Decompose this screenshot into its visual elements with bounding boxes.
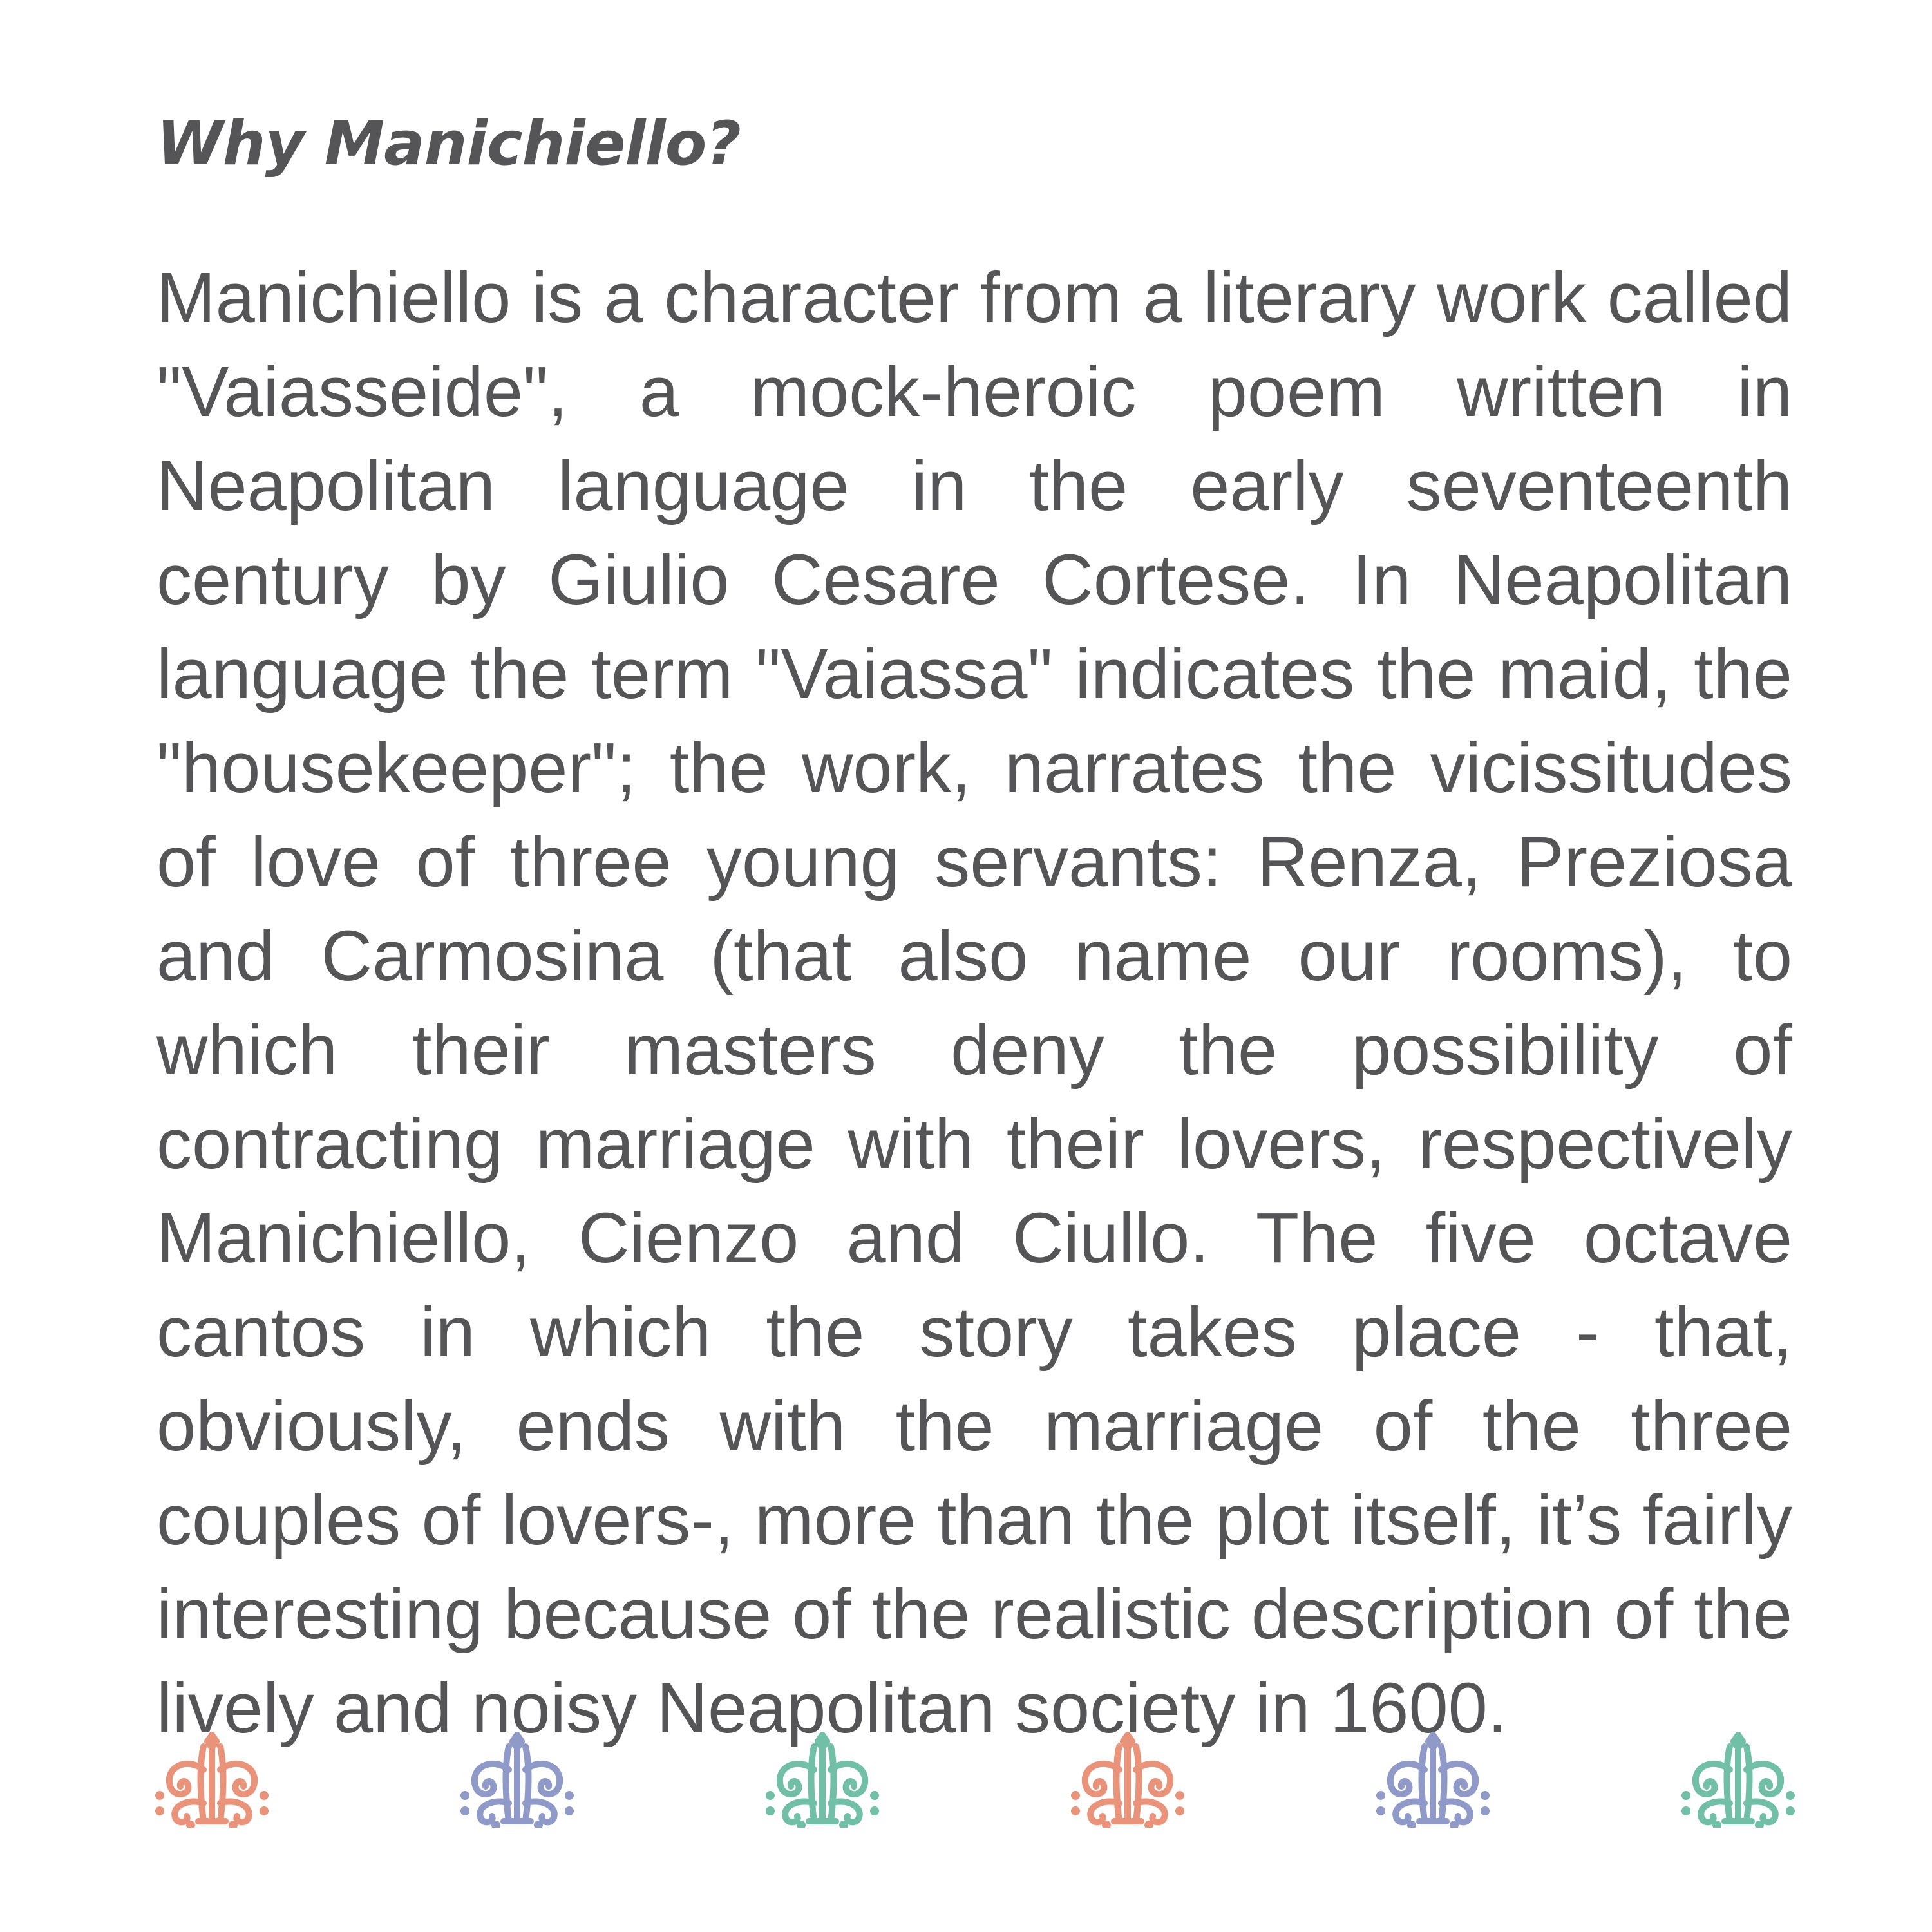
scroll-ornament-icon — [1373, 1731, 1493, 1828]
scroll-ornament-icon — [152, 1731, 272, 1828]
body-paragraph: Manichiello is a character from a literary work called "Vaiasseide", a mock-heroic poem written in Neapolitan language in the early seventeenth century by Giulio Cesare Cortese. In Neapolitan language the term "Vaiassa" indicates the maid, the "housekeeper"; the work, narrates the vicissitudes of love of three young servants: Renza, Preziosa and Carmosina (that also name our rooms), to which their masters deny the possibility of contracting marriage with their lovers, respectively Manichiello, Cienzo and Ciullo. The five octave cantos in which the story takes place - that, obviously, ends with the marriage of the three couples of lovers-, more than the plot itself, it’s fairly interesting because of the realistic description of the lively and noisy Neapolitan society in 1600. — [156, 258, 1792, 1748]
page-title: Why Manichiello? — [156, 109, 741, 179]
scroll-ornament-icon — [762, 1731, 882, 1828]
ornament-row — [152, 1731, 1798, 1828]
scroll-ornament-icon — [457, 1731, 577, 1828]
scroll-ornament-icon — [1678, 1731, 1798, 1828]
scroll-ornament-icon — [1068, 1731, 1188, 1828]
